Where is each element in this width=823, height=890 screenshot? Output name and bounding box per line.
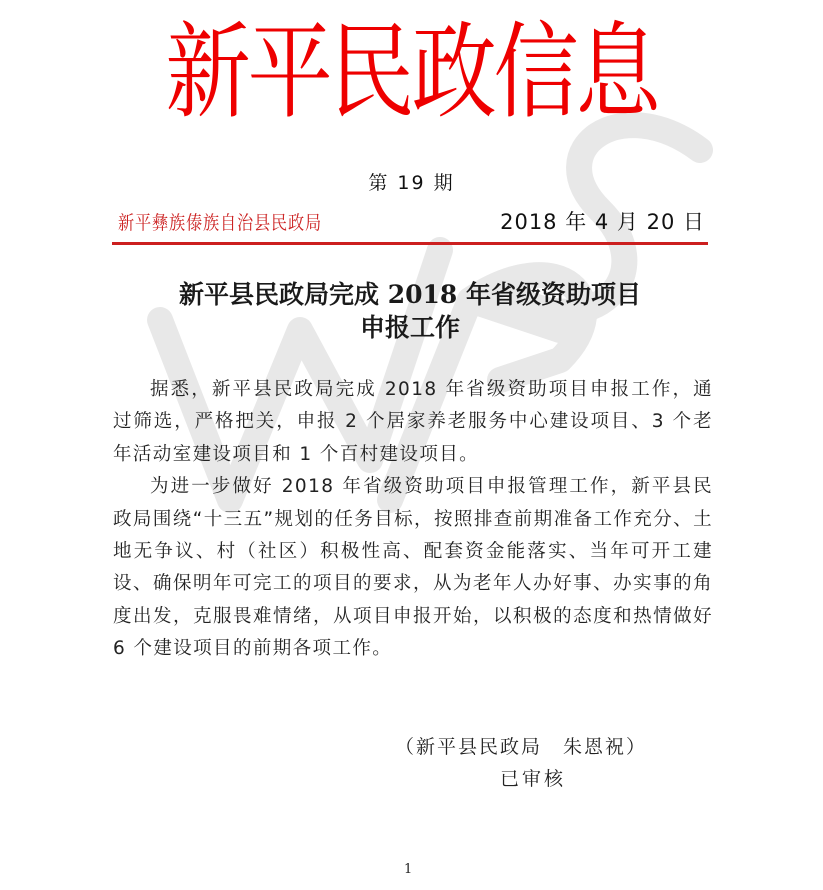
- issuer-name: 新平彝族傣族自治县民政局: [118, 212, 323, 234]
- paragraph: 据悉，新平县民政局完成 2018 年省级资助项目申报工作，通过筛选，严格把关，申报 2 个居家养老服务中心建设项目、3 个老年活动室建设项目和 1 个百村建设项目。: [113, 379, 713, 465]
- article-body: [113, 374, 713, 666]
- headline-line-2: 申报工作: [359, 313, 460, 342]
- paragraph: 为进一步做好 2018 年省级资助项目申报管理工作，新平县民政局围绕“十三五”规划的任务目标，按照排查前期准备工作充分、土地无争议、村（社区）积极性高、配套资金能落实、当年可开工建设、确保明年可完工的项目的要求，从为老年人办好事、办实事的角度出发，克服畏难情绪，从项目申报开始，以积极的态度和热情做好 6 个建设项目的前期各项工作。: [113, 476, 713, 660]
- article-headline: [100, 278, 720, 344]
- headline-line-1: 新平县民政局完成 2018 年省级资助项目: [179, 280, 641, 309]
- review-status: 已审核: [500, 768, 567, 790]
- publish-date: 2018 年 4 月 20 日: [500, 210, 705, 234]
- author-signature: （新平县民政局 朱恩祝）: [395, 736, 648, 758]
- header-divider: [112, 242, 708, 245]
- page-number: 1: [404, 862, 413, 877]
- issue-number: 第 19 期: [368, 172, 455, 194]
- masthead-title: 新平民政信息: [165, 11, 658, 133]
